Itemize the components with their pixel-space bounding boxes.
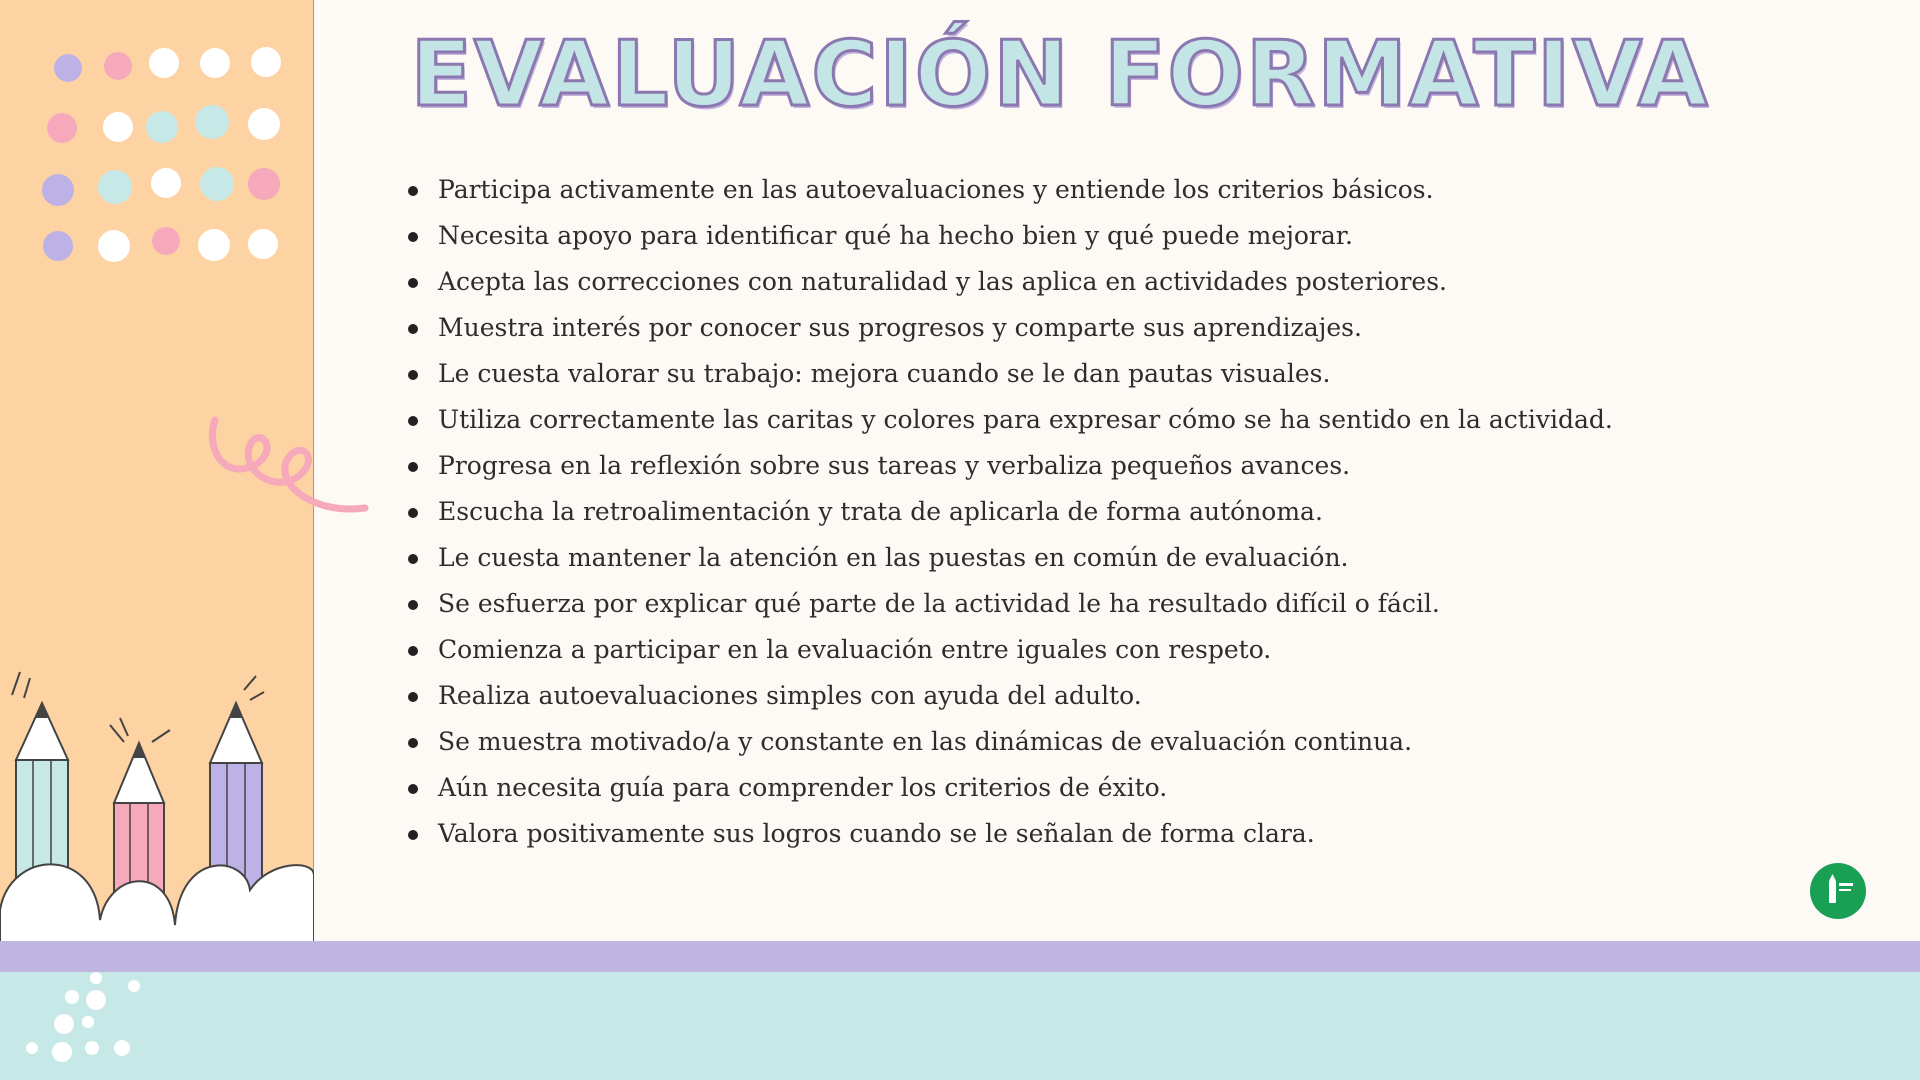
list-item — [408, 489, 1708, 535]
bullet-icon — [408, 508, 418, 518]
footer-band-purple — [0, 941, 1920, 972]
dots-grid-icon — [0, 0, 314, 280]
list-item — [408, 673, 1708, 719]
list-item — [408, 581, 1708, 627]
bullet-icon — [408, 462, 418, 472]
list-item-text: Escucha la retroalimentación y trata de aplicarla de forma autónoma. — [438, 497, 1323, 526]
list-item — [408, 535, 1708, 581]
list-item-text: Progresa en la reflexión sobre sus tareas y verbaliza pequeños avances. — [438, 451, 1351, 480]
list-item — [408, 213, 1708, 259]
list-item-text: Utiliza correctamente las caritas y colores para expresar cómo se ha sentido en la actividad. — [438, 405, 1613, 434]
list-item — [408, 259, 1708, 305]
bullet-icon — [408, 692, 418, 702]
bullet-icon — [408, 186, 418, 196]
bullet-icon — [408, 416, 418, 426]
list-item — [408, 719, 1708, 765]
list-item-text: Muestra interés por conocer sus progresos y comparte sus aprendizajes. — [438, 313, 1362, 342]
page-title: EVALUACIÓN FORMATIVA — [410, 22, 1710, 127]
list-item — [408, 351, 1708, 397]
list-item-text: Aún necesita guía para comprender los criterios de éxito. — [438, 773, 1168, 802]
list-item-text: Necesita apoyo para identificar qué ha hecho bien y qué puede mejorar. — [438, 221, 1353, 250]
list-item-text: Se esfuerza por explicar qué parte de la actividad le ha resultado difícil o fácil. — [438, 589, 1440, 618]
pencil-logo-icon — [1810, 863, 1866, 919]
list-item — [408, 765, 1708, 811]
list-item-text: Se muestra motivado/a y constante en las dinámicas de evaluación continua. — [438, 727, 1413, 756]
list-item-text: Le cuesta mantener la atención en las puestas en común de evaluación. — [438, 543, 1349, 572]
white-dots-icon — [20, 972, 150, 1077]
bullet-icon — [408, 600, 418, 610]
list-item — [408, 397, 1708, 443]
list-item — [408, 627, 1708, 673]
bullet-icon — [408, 232, 418, 242]
bullet-icon — [408, 278, 418, 288]
bullet-icon — [408, 554, 418, 564]
list-item-text: Le cuesta valorar su trabajo: mejora cuando se le dan pautas visuales. — [438, 359, 1331, 388]
swirl-icon — [205, 410, 375, 540]
pencils-icon — [0, 660, 314, 944]
list-item-text: Comienza a participar en la evaluación entre iguales con respeto. — [438, 635, 1272, 664]
logo-graphic — [1810, 863, 1866, 919]
bullet-icon — [408, 324, 418, 334]
evaluation-list — [408, 167, 1708, 857]
bullet-icon — [408, 370, 418, 380]
bullet-icon — [408, 784, 418, 794]
list-item-text: Valora positivamente sus logros cuando se le señalan de forma clara. — [438, 819, 1315, 848]
list-item — [408, 305, 1708, 351]
list-item-text: Realiza autoevaluaciones simples con ayuda del adulto. — [438, 681, 1142, 710]
list-item-text: Acepta las correcciones con naturalidad y las aplica en actividades posteriores. — [438, 267, 1447, 296]
footer-band-teal — [0, 972, 1920, 1080]
bullet-icon — [408, 738, 418, 748]
list-item — [408, 811, 1708, 857]
list-item-text: Participa activamente en las autoevaluaciones y entiende los criterios básicos. — [438, 175, 1434, 204]
bullet-icon — [408, 646, 418, 656]
bullet-icon — [408, 830, 418, 840]
list-item — [408, 167, 1708, 213]
list-item — [408, 443, 1708, 489]
